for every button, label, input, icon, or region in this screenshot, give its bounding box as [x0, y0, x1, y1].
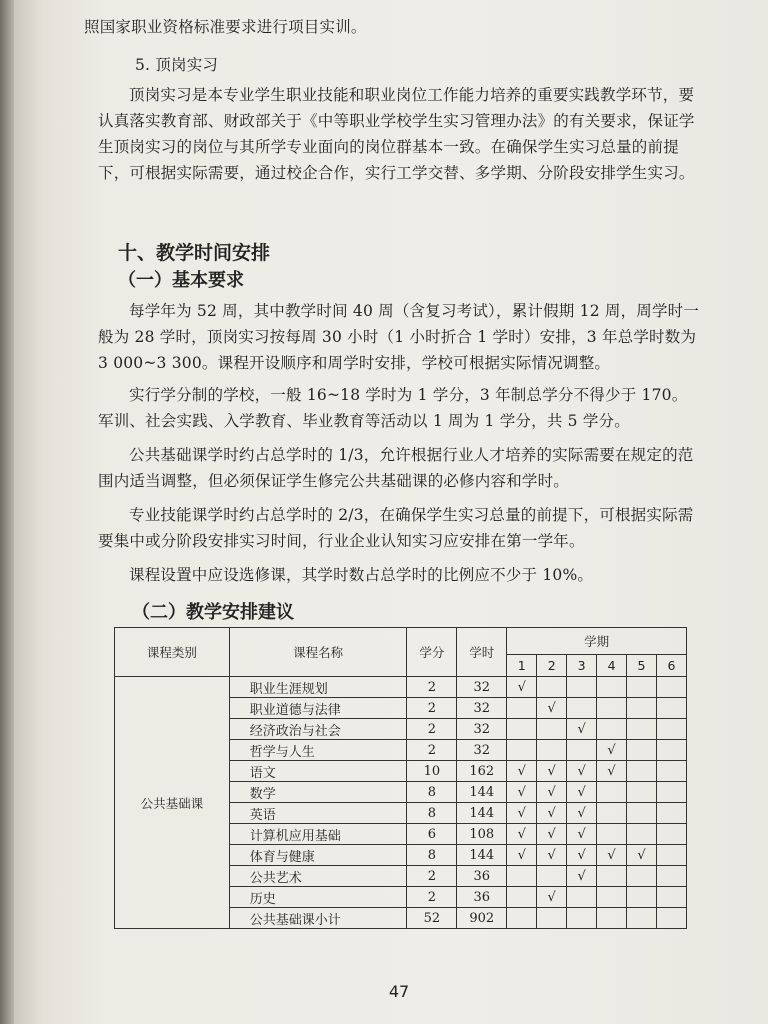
- term-4-cell: [597, 782, 627, 803]
- term-2-cell: [537, 866, 567, 887]
- term-3-cell: √: [567, 719, 597, 740]
- hours-cell: 32: [457, 719, 507, 740]
- term-1-cell: √: [507, 824, 537, 845]
- schedule-table: [114, 627, 687, 929]
- term-6-cell: [656, 803, 686, 824]
- term-3-cell: [567, 677, 597, 698]
- course-name-cell: 职业道德与法律: [229, 698, 407, 719]
- term-2-cell: [537, 677, 567, 698]
- sub-heading-schedule: （二）教学安排建议: [132, 602, 294, 623]
- paragraph-5: 课程设置中应设选修课，其学时数占总学时的比例应不少于 10%。: [129, 566, 594, 584]
- term-6-cell: [656, 782, 686, 803]
- term-5-cell: [627, 698, 657, 719]
- term-3-cell: [567, 887, 597, 908]
- header-hours: 学时: [457, 628, 507, 677]
- term-4-cell: [597, 803, 627, 824]
- credits-cell: 52: [407, 908, 457, 929]
- term-1-cell: [507, 887, 537, 908]
- term-3-cell: [567, 908, 597, 929]
- credits-cell: 2: [407, 677, 457, 698]
- term-1-cell: [507, 866, 537, 887]
- paragraph-2: 实行学分制的学校，一般 16~18 学时为 1 学分，3 年制总学分不得少于 170。军训、社会实践、入学教育、毕业教育等活动以 1 周为 1 学分，共 5 学分。: [98, 386, 688, 430]
- term-3-cell: √: [567, 803, 597, 824]
- section-5-paragraph: 顶岗实习是本专业学生职业技能和职业岗位工作能力培养的重要实践教学环节，要认真落实教育部、财政部关于《中等职业学校学生实习管理办法》的有关要求，保证学生顶岗实习的岗位与其所学专业面向的岗位群基本一致。在确保学生实习总量的前提下，可根据实际需要，通过校企合作，实行工学交替、多学期、分阶段安排学生实习。: [98, 86, 695, 182]
- credits-cell: 8: [407, 782, 457, 803]
- term-1-cell: [507, 908, 537, 929]
- term-4-cell: √: [597, 761, 627, 782]
- hours-cell: 32: [457, 677, 507, 698]
- term-2-cell: √: [537, 761, 567, 782]
- book-page: [14, 0, 768, 1024]
- header-term: 学期: [507, 628, 687, 655]
- course-name-cell: 英语: [229, 803, 407, 824]
- term-5-cell: [627, 803, 657, 824]
- term-1-cell: √: [507, 803, 537, 824]
- term-1-cell: √: [507, 845, 537, 866]
- term-4-cell: [597, 866, 627, 887]
- hours-cell: 902: [457, 908, 507, 929]
- term-3-cell: [567, 698, 597, 719]
- term-2-cell: √: [537, 803, 567, 824]
- hours-cell: 36: [457, 866, 507, 887]
- term-5-cell: [627, 866, 657, 887]
- term-6-cell: [656, 845, 686, 866]
- header-category: 课程类别: [115, 628, 230, 677]
- hours-cell: 36: [457, 887, 507, 908]
- header-credits: 学分: [407, 628, 457, 677]
- term-6-cell: [656, 698, 686, 719]
- course-name-cell: 计算机应用基础: [229, 824, 407, 845]
- term-2-cell: [537, 740, 567, 761]
- term-5-cell: [627, 719, 657, 740]
- paragraph-1: 每学年为 52 周，其中教学时间 40 周（含复习考试），累计假期 12 周，周学时一般为 28 学时，顶岗实习按每周 30 小时（1 小时折合 1 学时）安排，3 年总学时数为 3 000~3 300。课程开设顺序和周学时安排，学校可根据实际情况调整。: [98, 302, 700, 372]
- credits-cell: 6: [407, 824, 457, 845]
- term-5-cell: [627, 740, 657, 761]
- course-name-cell: 职业生涯规划: [229, 677, 407, 698]
- term-1-cell: √: [507, 782, 537, 803]
- top-line: 照国家职业资格标准要求进行项目实训。: [84, 18, 367, 36]
- term-6-cell: [656, 887, 686, 908]
- term-3-cell: √: [567, 845, 597, 866]
- hours-cell: 108: [457, 824, 507, 845]
- section-5-title: 5. 顶岗实习: [135, 56, 219, 74]
- term-4-cell: [597, 887, 627, 908]
- paragraph-4: 专业技能课学时约占总学时的 2/3，在确保学生实习总量的前提下，可根据实际需要集中或分阶段安排实习时间，行业企业认知实习应安排在第一学年。: [98, 506, 694, 550]
- term-4-cell: √: [597, 845, 627, 866]
- header-term-6: 6: [656, 654, 686, 676]
- hours-cell: 162: [457, 761, 507, 782]
- hours-cell: 32: [457, 740, 507, 761]
- term-2-cell: √: [537, 887, 567, 908]
- term-6-cell: [656, 761, 686, 782]
- header-term-2: 2: [537, 654, 567, 676]
- term-2-cell: [537, 908, 567, 929]
- term-5-cell: [627, 677, 657, 698]
- term-1-cell: √: [507, 761, 537, 782]
- credits-cell: 8: [407, 845, 457, 866]
- course-name-cell: 哲学与人生: [229, 740, 407, 761]
- term-4-cell: [597, 719, 627, 740]
- term-1-cell: [507, 740, 537, 761]
- course-name-cell: 体育与健康: [229, 845, 407, 866]
- book-spine-shadow: [0, 0, 14, 1024]
- term-6-cell: [656, 824, 686, 845]
- term-3-cell: √: [567, 761, 597, 782]
- credits-cell: 2: [407, 887, 457, 908]
- basic-requirements-body: [98, 298, 702, 588]
- header-term-3: 3: [567, 654, 597, 676]
- hours-cell: 144: [457, 782, 507, 803]
- hours-cell: 144: [457, 845, 507, 866]
- section-5: [98, 52, 702, 186]
- credits-cell: 2: [407, 698, 457, 719]
- term-4-cell: [597, 698, 627, 719]
- course-name-cell: 经济政治与社会: [229, 719, 407, 740]
- term-4-cell: [597, 908, 627, 929]
- course-name-cell: 语文: [229, 761, 407, 782]
- term-4-cell: [597, 677, 627, 698]
- credits-cell: 10: [407, 761, 457, 782]
- credits-cell: 2: [407, 719, 457, 740]
- course-name-cell: 公共基础课小计: [229, 908, 407, 929]
- credits-cell: 2: [407, 740, 457, 761]
- top-line-block: [84, 14, 688, 40]
- header-term-1: 1: [507, 654, 537, 676]
- course-name-cell: 历史: [229, 887, 407, 908]
- term-5-cell: [627, 908, 657, 929]
- term-3-cell: √: [567, 782, 597, 803]
- term-5-cell: √: [627, 845, 657, 866]
- term-2-cell: √: [537, 698, 567, 719]
- header-course-name: 课程名称: [229, 628, 407, 677]
- term-5-cell: [627, 887, 657, 908]
- term-5-cell: [627, 782, 657, 803]
- term-6-cell: [656, 719, 686, 740]
- paragraph-3: 公共基础课学时约占总学时的 1/3，允许根据行业人才培养的实际需要在规定的范围内适当调整，但必须保证学生修完公共基础课的必修内容和学时。: [98, 446, 694, 490]
- credits-cell: 8: [407, 803, 457, 824]
- term-6-cell: [656, 866, 686, 887]
- term-5-cell: [627, 824, 657, 845]
- term-6-cell: [656, 908, 686, 929]
- term-3-cell: √: [567, 824, 597, 845]
- term-2-cell: [537, 719, 567, 740]
- course-name-cell: 公共艺术: [229, 866, 407, 887]
- term-3-cell: √: [567, 866, 597, 887]
- term-1-cell: √: [507, 677, 537, 698]
- credits-cell: 2: [407, 866, 457, 887]
- term-6-cell: [656, 740, 686, 761]
- term-4-cell: √: [597, 740, 627, 761]
- term-1-cell: [507, 698, 537, 719]
- category-cell: 公共基础课: [115, 677, 230, 929]
- header-term-4: 4: [597, 654, 627, 676]
- sub-heading-basic-requirements: （一）基本要求: [118, 270, 244, 291]
- course-name-cell: 数学: [229, 782, 407, 803]
- hours-cell: 32: [457, 698, 507, 719]
- term-5-cell: [627, 761, 657, 782]
- term-1-cell: [507, 719, 537, 740]
- term-6-cell: [656, 677, 686, 698]
- term-2-cell: √: [537, 824, 567, 845]
- term-4-cell: [597, 824, 627, 845]
- chapter-heading: 十、教学时间安排: [118, 242, 271, 264]
- table-row: [115, 677, 687, 698]
- term-3-cell: [567, 740, 597, 761]
- hours-cell: 144: [457, 803, 507, 824]
- page-number: 47: [388, 982, 410, 1001]
- term-2-cell: √: [537, 782, 567, 803]
- header-term-5: 5: [627, 654, 657, 676]
- term-2-cell: √: [537, 845, 567, 866]
